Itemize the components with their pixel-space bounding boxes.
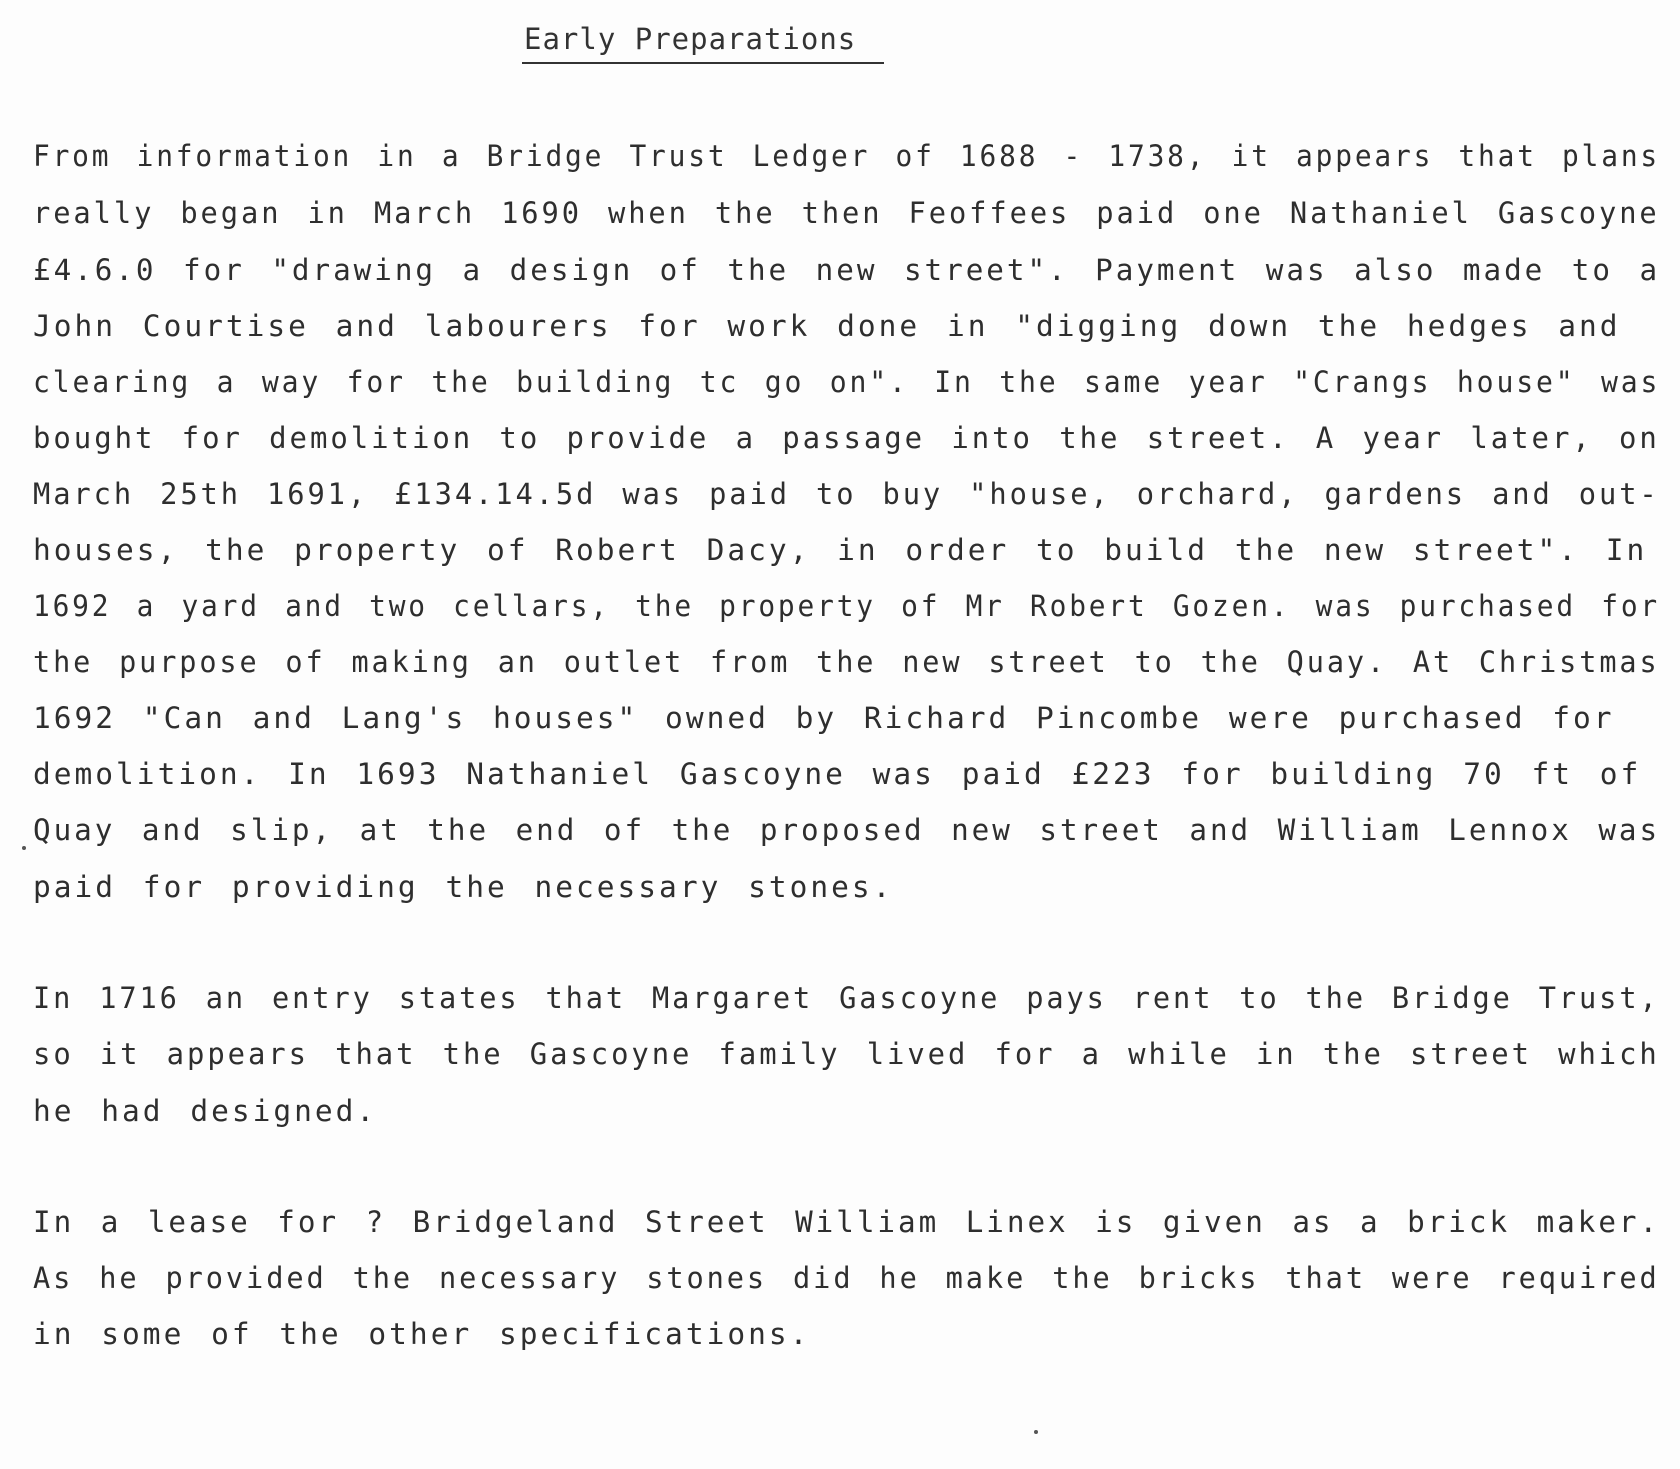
text-line: so it appears that the Gascoyne family lived for a while in the street which (33, 1037, 1660, 1071)
title-underline (522, 62, 884, 64)
scan-speck (22, 846, 26, 850)
text-line: paid for providing the necessary stones. (33, 870, 894, 904)
text-line: 1692 a yard and two cellars, the property of Mr Robert Gozen. was purchased for (33, 589, 1661, 623)
text-line: In a lease for ? Bridgeland Street William Linex is given as a brick maker. (33, 1205, 1661, 1239)
text-line: bought for demolition to provide a passage into the street. A year later, on (33, 421, 1660, 455)
text-line: Quay and slip, at the end of the proposed new street and William Lennox was (33, 813, 1661, 847)
scan-speck (1034, 1430, 1038, 1434)
text-line: John Courtise and labourers for work done in "digging down the hedges and (33, 309, 1621, 343)
text-line: 1692 "Can and Lang's houses" owned by Richard Pincombe were purchased for (33, 701, 1615, 735)
page-title: Early Preparations (524, 22, 857, 56)
text-line: houses, the property of Robert Dacy, in order to build the new street". In (33, 533, 1648, 567)
text-line: he had designed. (33, 1094, 378, 1128)
text-line: £4.6.0 for "drawing a design of the new street". Payment was also made to a (33, 253, 1661, 287)
text-line: In 1716 an entry states that Margaret Gascoyne pays rent to the Bridge Trust, (33, 981, 1660, 1015)
text-line: March 25th 1691, £134.14.5d was paid to buy "house, orchard, gardens and out- (33, 477, 1660, 511)
text-line: As he provided the necessary stones did he make the bricks that were required (33, 1261, 1660, 1295)
text-line: clearing a way for the building tc go on". In the same year "Crangs house" was (33, 365, 1661, 399)
text-line: From information in a Bridge Trust Ledger of 1688 - 1738, it appears that plans (33, 139, 1661, 173)
text-line: the purpose of making an outlet from the new street to the Quay. At Christmas (33, 645, 1660, 679)
text-line: in some of the other specifications. (33, 1317, 811, 1351)
text-line: really began in March 1690 when the then Feoffees paid one Nathaniel Gascoyne (33, 196, 1660, 230)
text-line: demolition. In 1693 Nathaniel Gascoyne was paid £223 for building 70 ft of (33, 757, 1642, 791)
